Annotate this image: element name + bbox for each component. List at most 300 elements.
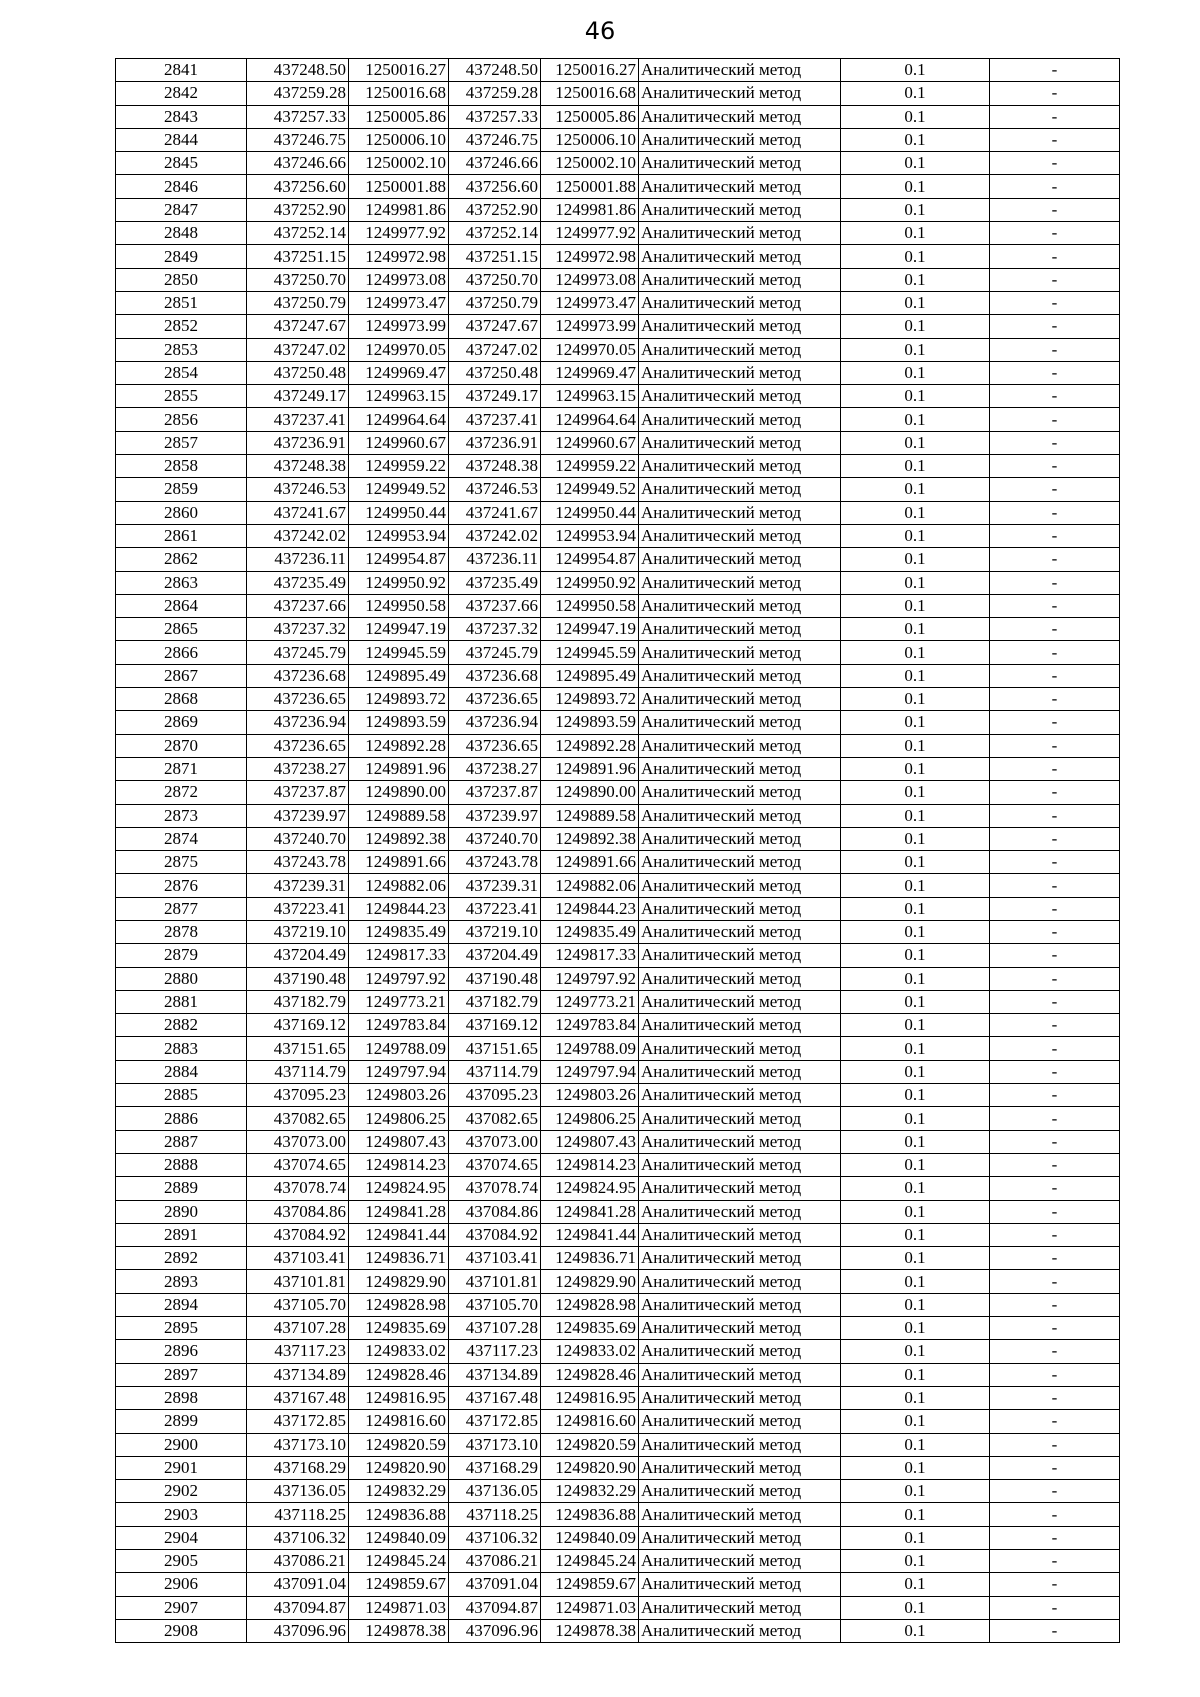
y-coordinate-cell: 1249816.95 (349, 1386, 449, 1409)
y-coordinate-cell: 1249889.58 (349, 804, 449, 827)
y-coordinate-cell: 1249820.90 (541, 1456, 639, 1479)
x-coordinate-cell: 437249.17 (449, 385, 541, 408)
dash-cell: - (990, 1526, 1120, 1549)
precision-cell: 0.1 (841, 851, 990, 874)
method-cell: Аналитический метод (639, 338, 841, 361)
precision-cell: 0.1 (841, 1177, 990, 1200)
x-coordinate-cell: 437250.48 (449, 361, 541, 384)
method-cell: Аналитический метод (639, 711, 841, 734)
table-row (116, 664, 1120, 687)
x-coordinate-cell: 437204.49 (247, 944, 349, 967)
x-coordinate-cell: 437237.87 (247, 781, 349, 804)
point-number-cell: 2898 (116, 1386, 247, 1409)
y-coordinate-cell: 1249845.24 (349, 1550, 449, 1573)
point-number-cell: 2865 (116, 618, 247, 641)
x-coordinate-cell: 437091.04 (247, 1573, 349, 1596)
y-coordinate-cell: 1249981.86 (349, 198, 449, 221)
x-coordinate-cell: 437252.14 (247, 222, 349, 245)
y-coordinate-cell: 1250016.68 (541, 82, 639, 105)
dash-cell: - (990, 1456, 1120, 1479)
y-coordinate-cell: 1249828.98 (349, 1293, 449, 1316)
y-coordinate-cell: 1249820.90 (349, 1456, 449, 1479)
y-coordinate-cell: 1249871.03 (541, 1596, 639, 1619)
y-coordinate-cell: 1249950.44 (349, 501, 449, 524)
x-coordinate-cell: 437239.31 (449, 874, 541, 897)
table-row (116, 1596, 1120, 1619)
x-coordinate-cell: 437169.12 (449, 1014, 541, 1037)
dash-cell: - (990, 431, 1120, 454)
y-coordinate-cell: 1249835.69 (349, 1317, 449, 1340)
x-coordinate-cell: 437086.21 (449, 1550, 541, 1573)
coordinates-table (115, 58, 1120, 1643)
point-number-cell: 2881 (116, 990, 247, 1013)
table-row (116, 1270, 1120, 1293)
precision-cell: 0.1 (841, 1410, 990, 1433)
table-row (116, 105, 1120, 128)
x-coordinate-cell: 437084.92 (247, 1223, 349, 1246)
table-row (116, 571, 1120, 594)
point-number-cell: 2891 (116, 1223, 247, 1246)
dash-cell: - (990, 1177, 1120, 1200)
x-coordinate-cell: 437136.05 (449, 1480, 541, 1503)
x-coordinate-cell: 437246.66 (247, 152, 349, 175)
dash-cell: - (990, 1130, 1120, 1153)
x-coordinate-cell: 437251.15 (449, 245, 541, 268)
table-row (116, 1060, 1120, 1083)
y-coordinate-cell: 1249969.47 (541, 361, 639, 384)
method-cell: Аналитический метод (639, 1060, 841, 1083)
y-coordinate-cell: 1249950.92 (349, 571, 449, 594)
dash-cell: - (990, 1107, 1120, 1130)
table-row (116, 781, 1120, 804)
x-coordinate-cell: 437246.53 (449, 478, 541, 501)
dash-cell: - (990, 804, 1120, 827)
x-coordinate-cell: 437094.87 (247, 1596, 349, 1619)
x-coordinate-cell: 437105.70 (247, 1293, 349, 1316)
method-cell: Аналитический метод (639, 1386, 841, 1409)
x-coordinate-cell: 437219.10 (247, 920, 349, 943)
y-coordinate-cell: 1249828.98 (541, 1293, 639, 1316)
method-cell: Аналитический метод (639, 408, 841, 431)
method-cell: Аналитический метод (639, 1340, 841, 1363)
precision-cell: 0.1 (841, 874, 990, 897)
x-coordinate-cell: 437239.97 (247, 804, 349, 827)
x-coordinate-cell: 437236.65 (247, 734, 349, 757)
y-coordinate-cell: 1249797.94 (541, 1060, 639, 1083)
dash-cell: - (990, 338, 1120, 361)
method-cell: Аналитический метод (639, 385, 841, 408)
y-coordinate-cell: 1249835.69 (541, 1317, 639, 1340)
dash-cell: - (990, 222, 1120, 245)
x-coordinate-cell: 437250.48 (247, 361, 349, 384)
x-coordinate-cell: 437106.32 (247, 1526, 349, 1549)
y-coordinate-cell: 1249960.67 (349, 431, 449, 454)
x-coordinate-cell: 437243.78 (247, 851, 349, 874)
y-coordinate-cell: 1249816.95 (541, 1386, 639, 1409)
point-number-cell: 2853 (116, 338, 247, 361)
y-coordinate-cell: 1249947.19 (541, 618, 639, 641)
table-row (116, 1247, 1120, 1270)
point-number-cell: 2882 (116, 1014, 247, 1037)
x-coordinate-cell: 437250.70 (247, 268, 349, 291)
y-coordinate-cell: 1249817.33 (541, 944, 639, 967)
dash-cell: - (990, 851, 1120, 874)
precision-cell: 0.1 (841, 385, 990, 408)
point-number-cell: 2872 (116, 781, 247, 804)
point-number-cell: 2883 (116, 1037, 247, 1060)
x-coordinate-cell: 437095.23 (449, 1084, 541, 1107)
table-row (116, 385, 1120, 408)
y-coordinate-cell: 1249803.26 (349, 1084, 449, 1107)
point-number-cell: 2880 (116, 967, 247, 990)
x-coordinate-cell: 437182.79 (247, 990, 349, 1013)
x-coordinate-cell: 437237.87 (449, 781, 541, 804)
dash-cell: - (990, 944, 1120, 967)
dash-cell: - (990, 1270, 1120, 1293)
table-row (116, 851, 1120, 874)
point-number-cell: 2908 (116, 1619, 247, 1642)
precision-cell: 0.1 (841, 711, 990, 734)
dash-cell: - (990, 59, 1120, 82)
table-row (116, 222, 1120, 245)
precision-cell: 0.1 (841, 291, 990, 314)
y-coordinate-cell: 1249892.38 (349, 827, 449, 850)
x-coordinate-cell: 437190.48 (247, 967, 349, 990)
y-coordinate-cell: 1249844.23 (541, 897, 639, 920)
precision-cell: 0.1 (841, 524, 990, 547)
method-cell: Аналитический метод (639, 431, 841, 454)
x-coordinate-cell: 437240.70 (449, 827, 541, 850)
y-coordinate-cell: 1249797.92 (349, 967, 449, 990)
table-row (116, 1200, 1120, 1223)
x-coordinate-cell: 437236.91 (449, 431, 541, 454)
y-coordinate-cell: 1250016.27 (349, 59, 449, 82)
precision-cell: 0.1 (841, 1550, 990, 1573)
y-coordinate-cell: 1249972.98 (349, 245, 449, 268)
precision-cell: 0.1 (841, 1037, 990, 1060)
table-row (116, 291, 1120, 314)
table-row (116, 175, 1120, 198)
x-coordinate-cell: 437105.70 (449, 1293, 541, 1316)
x-coordinate-cell: 437250.70 (449, 268, 541, 291)
point-number-cell: 2851 (116, 291, 247, 314)
x-coordinate-cell: 437246.75 (247, 128, 349, 151)
dash-cell: - (990, 82, 1120, 105)
table-row (116, 1293, 1120, 1316)
point-number-cell: 2890 (116, 1200, 247, 1223)
point-number-cell: 2874 (116, 827, 247, 850)
y-coordinate-cell: 1250002.10 (349, 152, 449, 175)
dash-cell: - (990, 1433, 1120, 1456)
x-coordinate-cell: 437236.11 (449, 548, 541, 571)
y-coordinate-cell: 1249959.22 (541, 455, 639, 478)
point-number-cell: 2897 (116, 1363, 247, 1386)
dash-cell: - (990, 245, 1120, 268)
y-coordinate-cell: 1249783.84 (349, 1014, 449, 1037)
y-coordinate-cell: 1249820.59 (541, 1433, 639, 1456)
table-row (116, 198, 1120, 221)
table-row (116, 944, 1120, 967)
point-number-cell: 2846 (116, 175, 247, 198)
dash-cell: - (990, 361, 1120, 384)
precision-cell: 0.1 (841, 1573, 990, 1596)
x-coordinate-cell: 437250.79 (449, 291, 541, 314)
y-coordinate-cell: 1249970.05 (541, 338, 639, 361)
x-coordinate-cell: 437237.32 (247, 618, 349, 641)
dash-cell: - (990, 1550, 1120, 1573)
y-coordinate-cell: 1249891.66 (541, 851, 639, 874)
y-coordinate-cell: 1250006.10 (541, 128, 639, 151)
dash-cell: - (990, 315, 1120, 338)
method-cell: Аналитический метод (639, 1573, 841, 1596)
x-coordinate-cell: 437245.79 (247, 641, 349, 664)
dash-cell: - (990, 478, 1120, 501)
point-number-cell: 2904 (116, 1526, 247, 1549)
method-cell: Аналитический метод (639, 1270, 841, 1293)
x-coordinate-cell: 437091.04 (449, 1573, 541, 1596)
x-coordinate-cell: 437073.00 (247, 1130, 349, 1153)
precision-cell: 0.1 (841, 1270, 990, 1293)
x-coordinate-cell: 437251.15 (247, 245, 349, 268)
x-coordinate-cell: 437248.38 (449, 455, 541, 478)
point-number-cell: 2844 (116, 128, 247, 151)
y-coordinate-cell: 1249783.84 (541, 1014, 639, 1037)
x-coordinate-cell: 437241.67 (247, 501, 349, 524)
dash-cell: - (990, 1153, 1120, 1176)
precision-cell: 0.1 (841, 82, 990, 105)
point-number-cell: 2895 (116, 1317, 247, 1340)
x-coordinate-cell: 437106.32 (449, 1526, 541, 1549)
precision-cell: 0.1 (841, 1247, 990, 1270)
x-coordinate-cell: 437084.86 (247, 1200, 349, 1223)
y-coordinate-cell: 1249891.96 (349, 757, 449, 780)
precision-cell: 0.1 (841, 198, 990, 221)
x-coordinate-cell: 437246.75 (449, 128, 541, 151)
point-number-cell: 2878 (116, 920, 247, 943)
x-coordinate-cell: 437114.79 (247, 1060, 349, 1083)
method-cell: Аналитический метод (639, 1037, 841, 1060)
table-row (116, 711, 1120, 734)
precision-cell: 0.1 (841, 781, 990, 804)
precision-cell: 0.1 (841, 641, 990, 664)
precision-cell: 0.1 (841, 1526, 990, 1549)
method-cell: Аналитический метод (639, 944, 841, 967)
y-coordinate-cell: 1249964.64 (349, 408, 449, 431)
x-coordinate-cell: 437151.65 (247, 1037, 349, 1060)
table-row (116, 1550, 1120, 1573)
table-row (116, 1363, 1120, 1386)
x-coordinate-cell: 437151.65 (449, 1037, 541, 1060)
dash-cell: - (990, 594, 1120, 617)
point-number-cell: 2867 (116, 664, 247, 687)
x-coordinate-cell: 437168.29 (449, 1456, 541, 1479)
point-number-cell: 2857 (116, 431, 247, 454)
x-coordinate-cell: 437117.23 (247, 1340, 349, 1363)
precision-cell: 0.1 (841, 618, 990, 641)
precision-cell: 0.1 (841, 1480, 990, 1503)
x-coordinate-cell: 437114.79 (449, 1060, 541, 1083)
point-number-cell: 2901 (116, 1456, 247, 1479)
y-coordinate-cell: 1249773.21 (349, 990, 449, 1013)
dash-cell: - (990, 1363, 1120, 1386)
method-cell: Аналитический метод (639, 152, 841, 175)
x-coordinate-cell: 437256.60 (247, 175, 349, 198)
y-coordinate-cell: 1249949.52 (541, 478, 639, 501)
method-cell: Аналитический метод (639, 1480, 841, 1503)
point-number-cell: 2905 (116, 1550, 247, 1573)
y-coordinate-cell: 1249841.44 (541, 1223, 639, 1246)
point-number-cell: 2842 (116, 82, 247, 105)
table-row (116, 897, 1120, 920)
precision-cell: 0.1 (841, 408, 990, 431)
table-row (116, 1619, 1120, 1642)
y-coordinate-cell: 1250001.88 (349, 175, 449, 198)
method-cell: Аналитический метод (639, 268, 841, 291)
y-coordinate-cell: 1249833.02 (541, 1340, 639, 1363)
precision-cell: 0.1 (841, 338, 990, 361)
point-number-cell: 2860 (116, 501, 247, 524)
y-coordinate-cell: 1249945.59 (349, 641, 449, 664)
dash-cell: - (990, 1247, 1120, 1270)
precision-cell: 0.1 (841, 1060, 990, 1083)
x-coordinate-cell: 437250.79 (247, 291, 349, 314)
table-row (116, 268, 1120, 291)
method-cell: Аналитический метод (639, 478, 841, 501)
x-coordinate-cell: 437236.68 (449, 664, 541, 687)
table-row (116, 245, 1120, 268)
x-coordinate-cell: 437241.67 (449, 501, 541, 524)
x-coordinate-cell: 437239.97 (449, 804, 541, 827)
method-cell: Аналитический метод (639, 361, 841, 384)
x-coordinate-cell: 437245.79 (449, 641, 541, 664)
dash-cell: - (990, 1317, 1120, 1340)
method-cell: Аналитический метод (639, 1247, 841, 1270)
y-coordinate-cell: 1249891.96 (541, 757, 639, 780)
y-coordinate-cell: 1249806.25 (541, 1107, 639, 1130)
x-coordinate-cell: 437223.41 (449, 897, 541, 920)
precision-cell: 0.1 (841, 1223, 990, 1246)
x-coordinate-cell: 437247.67 (449, 315, 541, 338)
y-coordinate-cell: 1249840.09 (541, 1526, 639, 1549)
method-cell: Аналитический метод (639, 59, 841, 82)
x-coordinate-cell: 437248.38 (247, 455, 349, 478)
x-coordinate-cell: 437094.87 (449, 1596, 541, 1619)
precision-cell: 0.1 (841, 1107, 990, 1130)
x-coordinate-cell: 437078.74 (449, 1177, 541, 1200)
y-coordinate-cell: 1249973.47 (541, 291, 639, 314)
y-coordinate-cell: 1249836.71 (541, 1247, 639, 1270)
precision-cell: 0.1 (841, 571, 990, 594)
x-coordinate-cell: 437257.33 (247, 105, 349, 128)
y-coordinate-cell: 1249836.88 (349, 1503, 449, 1526)
dash-cell: - (990, 1480, 1120, 1503)
dash-cell: - (990, 1503, 1120, 1526)
table-row (116, 1037, 1120, 1060)
table-row (116, 1340, 1120, 1363)
y-coordinate-cell: 1250005.86 (349, 105, 449, 128)
point-number-cell: 2885 (116, 1084, 247, 1107)
method-cell: Аналитический метод (639, 548, 841, 571)
method-cell: Аналитический метод (639, 1317, 841, 1340)
table-row (116, 431, 1120, 454)
x-coordinate-cell: 437096.96 (247, 1619, 349, 1642)
x-coordinate-cell: 437259.28 (449, 82, 541, 105)
method-cell: Аналитический метод (639, 1084, 841, 1107)
table-row (116, 1573, 1120, 1596)
x-coordinate-cell: 437248.50 (247, 59, 349, 82)
x-coordinate-cell: 437103.41 (247, 1247, 349, 1270)
point-number-cell: 2862 (116, 548, 247, 571)
y-coordinate-cell: 1249963.15 (349, 385, 449, 408)
dash-cell: - (990, 1573, 1120, 1596)
precision-cell: 0.1 (841, 1084, 990, 1107)
precision-cell: 0.1 (841, 1130, 990, 1153)
x-coordinate-cell: 437236.91 (247, 431, 349, 454)
point-number-cell: 2879 (116, 944, 247, 967)
table-row (116, 1456, 1120, 1479)
x-coordinate-cell: 437204.49 (449, 944, 541, 967)
table-row (116, 548, 1120, 571)
y-coordinate-cell: 1249890.00 (541, 781, 639, 804)
method-cell: Аналитический метод (639, 571, 841, 594)
y-coordinate-cell: 1249892.38 (541, 827, 639, 850)
x-coordinate-cell: 437236.68 (247, 664, 349, 687)
y-coordinate-cell: 1249845.24 (541, 1550, 639, 1573)
y-coordinate-cell: 1249945.59 (541, 641, 639, 664)
method-cell: Аналитический метод (639, 990, 841, 1013)
dash-cell: - (990, 175, 1120, 198)
method-cell: Аналитический метод (639, 1293, 841, 1316)
point-number-cell: 2894 (116, 1293, 247, 1316)
precision-cell: 0.1 (841, 944, 990, 967)
x-coordinate-cell: 437252.14 (449, 222, 541, 245)
y-coordinate-cell: 1249824.95 (349, 1177, 449, 1200)
method-cell: Аналитический метод (639, 1503, 841, 1526)
point-number-cell: 2863 (116, 571, 247, 594)
method-cell: Аналитический метод (639, 688, 841, 711)
point-number-cell: 2866 (116, 641, 247, 664)
point-number-cell: 2841 (116, 59, 247, 82)
point-number-cell: 2850 (116, 268, 247, 291)
y-coordinate-cell: 1249890.00 (349, 781, 449, 804)
table-row (116, 82, 1120, 105)
dash-cell: - (990, 571, 1120, 594)
method-cell: Аналитический метод (639, 1596, 841, 1619)
y-coordinate-cell: 1249841.44 (349, 1223, 449, 1246)
x-coordinate-cell: 437168.29 (247, 1456, 349, 1479)
method-cell: Аналитический метод (639, 82, 841, 105)
x-coordinate-cell: 437239.31 (247, 874, 349, 897)
dash-cell: - (990, 455, 1120, 478)
table-row (116, 1433, 1120, 1456)
method-cell: Аналитический метод (639, 455, 841, 478)
table-row (116, 804, 1120, 827)
y-coordinate-cell: 1249816.60 (349, 1410, 449, 1433)
y-coordinate-cell: 1249963.15 (541, 385, 639, 408)
y-coordinate-cell: 1249973.47 (349, 291, 449, 314)
y-coordinate-cell: 1249816.60 (541, 1410, 639, 1433)
dash-cell: - (990, 990, 1120, 1013)
dash-cell: - (990, 152, 1120, 175)
method-cell: Аналитический метод (639, 734, 841, 757)
dash-cell: - (990, 291, 1120, 314)
x-coordinate-cell: 437082.65 (247, 1107, 349, 1130)
x-coordinate-cell: 437103.41 (449, 1247, 541, 1270)
method-cell: Аналитический метод (639, 1223, 841, 1246)
method-cell: Аналитический метод (639, 1153, 841, 1176)
precision-cell: 0.1 (841, 315, 990, 338)
x-coordinate-cell: 437084.92 (449, 1223, 541, 1246)
